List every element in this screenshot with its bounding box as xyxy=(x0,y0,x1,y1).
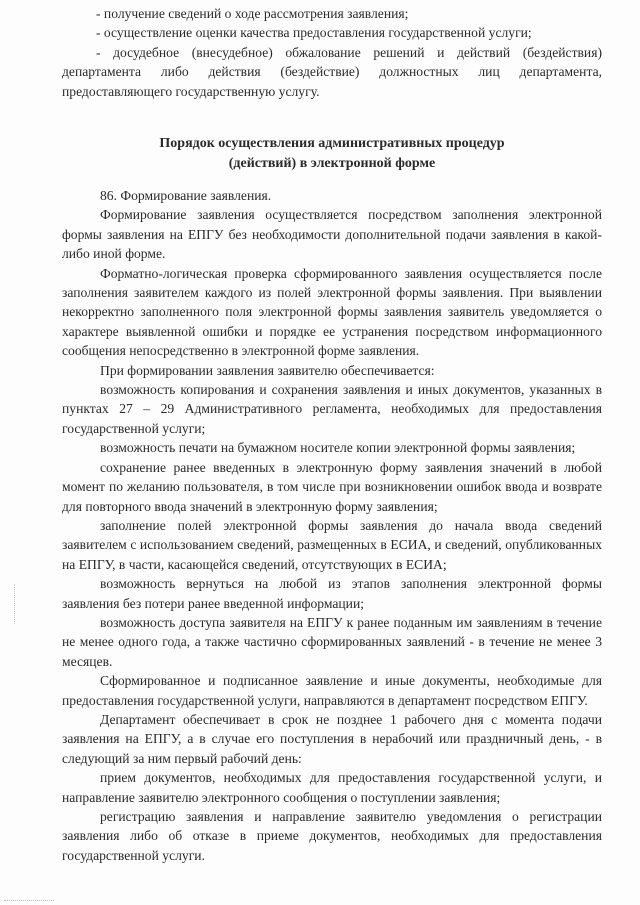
paragraph: Формирование заявления осуществляется посредством заполнения электронной формы заявления на ЕПГУ без необходимости дополнительной подачи заявления в какой-либо иной форме. xyxy=(62,207,602,262)
scan-edge-mark xyxy=(14,584,17,624)
paragraph: 86. Формирование заявления. xyxy=(100,188,272,203)
body-text xyxy=(62,186,602,865)
scan-dots xyxy=(4,900,54,903)
paragraph: возможность доступа заявителя на ЕПГУ к ранее поданным им заявлениям в течение не менее одного года, а также частично сформированных заявлений - в течение не менее 3 месяцев. xyxy=(62,614,602,669)
section-heading xyxy=(62,134,602,174)
paragraph: При формировании заявления заявителю обеспечивается: xyxy=(100,362,435,378)
paragraph: Департамент обеспечивает в срок не позднее 1 рабочего дня с момента подачи заявления на ЕПГУ, а в случае его поступления в нерабочий или праздничный день, - в следующий за ним первый рабочий день: xyxy=(62,711,602,766)
scan-artifact xyxy=(0,900,640,903)
paragraph: возможность копирования и сохранения заявления и иных документов, указанных в пунктах 27 – 29 Административного регламента, необходимых для предоставления государственной услуги; xyxy=(62,382,602,436)
paragraph: сохранение ранее введенных в электронную форму заявления значений в любой момент по желанию пользователя, в том числе при возникновении ошибок ввода и возврате для повторного ввода значений в электронную форму заявления; xyxy=(62,459,602,514)
paragraph: Форматно-логическая проверка сформированного заявления осуществляется после заполнения заявителем каждого из полей электронной формы заявления. При выявлении некорректно заполненного поля электронной формы заявления заявитель уведомляется о характере выявленной ошибки и порядке ее устранения посредством информационного сообщения непосредственно в электронной форме заявления. xyxy=(62,265,602,359)
paragraph: Сформированное и подписанное заявление и иные документы, необходимые для предоставления государственной услуги, направляются в департамент посредством ЕПГУ. xyxy=(62,673,602,708)
paragraph: возможность печати на бумажном носителе копии электронной формы заявления; xyxy=(100,440,576,456)
list-item: - получение сведений о ходе рассмотрения заявления; xyxy=(96,6,409,21)
paragraph: регистрацию заявления и направление заявителю уведомления о регистрации заявления либо об отказе в приеме документов, необходимых для предоставления государственной услуги. xyxy=(62,809,602,863)
paragraph: возможность вернуться на любой из этапов заполнения электронной формы заявления без потери ранее введенной информации; xyxy=(62,576,602,611)
heading-line-2: (действий) в электронной форме xyxy=(228,156,436,171)
paragraph: заполнение полей электронной формы заявления до начала ввода сведений заявителем с использованием сведений, размещенных в ЕСИА, и сведений, опубликованных на ЕПГУ, в части, касающейся сведений, отсутствующих в ЕСИА; xyxy=(62,517,602,572)
list-item: - осуществление оценки качества предоставления государственной услуги; xyxy=(96,25,532,41)
list-item: - досудебное (внесудебное) обжалование решений и действий (бездействия) департамента либо действия (бездействие) должностных лиц департамента, предоставляющего государственную услугу. xyxy=(62,44,602,99)
top-list xyxy=(62,4,602,101)
paragraph: прием документов, необходимых для предоставления государственной услуги, и направление заявителю электронного сообщения о поступлении заявления; xyxy=(62,770,602,805)
heading-line-1: Порядок осуществления административных процедур xyxy=(159,136,505,151)
